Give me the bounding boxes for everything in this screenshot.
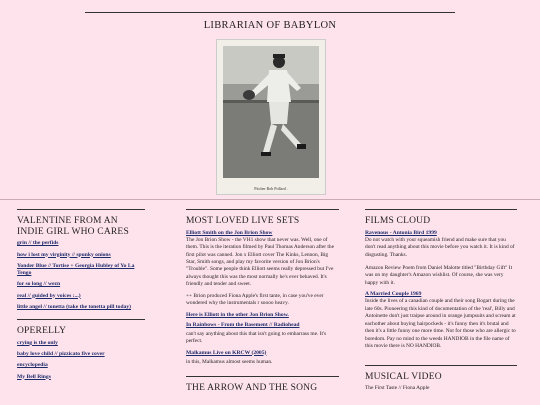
right-column xyxy=(365,209,517,397)
playlist-link[interactable]: crying is the only xyxy=(17,339,58,346)
post-title-link[interactable]: In Rainbows - From the Basement // Radiohead xyxy=(186,321,300,328)
post-body: The First Taste // Fiona Apple xyxy=(365,385,430,392)
section-title-operelly: OPERELLY xyxy=(17,326,67,337)
post-body: in this, Malkamus almost seems human. xyxy=(186,358,273,365)
section-rule xyxy=(17,209,145,210)
header-photo xyxy=(216,39,326,195)
post-title-link[interactable]: Here is Elliott in the other Jon Brion Show. xyxy=(186,311,289,318)
post-title-link[interactable]: Malkamus Live on KRCW (2005) xyxy=(186,349,267,356)
section-title-musical-video: MUSICAL VIDEO xyxy=(365,371,442,382)
playlist-link[interactable]: grin // the perfids xyxy=(17,240,59,247)
playlist-link[interactable]: how i lost my virginity // spunky onions xyxy=(17,251,111,258)
post-body: can't say anything about this that isn't going to embarrass me. It's perfect. xyxy=(186,330,327,345)
playlist-link[interactable]: real // guided by voices :...) xyxy=(17,292,81,299)
playlist-link[interactable]: for so long // wezn xyxy=(17,281,61,288)
playlist-link[interactable]: little angel // tonetta (take the tonetta pill today) xyxy=(17,303,132,310)
post-body: ++ Brion produced Fiona Apple's first tante, in case you've ever wondered why the instrumentals r soooo heavy. xyxy=(186,292,324,307)
section-divider xyxy=(0,199,540,200)
post-body: Amazon Review Poem from Daniel Malotte titled "Birthday Gift" It was on my daughter's Amazon wishlist. Of course, she was very happy with it. xyxy=(365,264,513,286)
section-rule xyxy=(186,376,339,377)
post-title-link[interactable]: Elliott Smith on the Jon Brion Show xyxy=(186,229,273,236)
section-title-arrow: THE ARROW AND THE SONG xyxy=(186,383,318,394)
left-column xyxy=(17,209,145,385)
playlist-link[interactable]: My Bell Rings xyxy=(17,373,51,380)
post-body: Inside the lives of a canadian couple and their song Bogart during the late 60s. Pioneering this kind of documentation of the 'real', Billy and Antoinette don't just traipse around in orange jumpsuits and scream at eachother about buying hairpockeds - it's funny then it's brutal and then it's a little funny one more time. Not for those who are allergic to boredom. Pay no mind to the weeds HANDIOB in the file name of this movie there is NO HANDIOB. xyxy=(365,298,516,350)
playlist-link[interactable]: encyclopedia xyxy=(17,362,48,369)
section-title-live-sets: MOST LOVED LIVE SETS xyxy=(186,216,300,226)
post-body: The Jon Brion Show - the VH1 show that never was. Well, one of them. This is the iteration filmed by Paul Thomas Anderson after the first pilot was canned. Jon x Elliott cover The Kinks, Lennon, Big Star, Smith songs, and play my favorite version of Jon Brion's "Trouble". Some people think Elliott seems really depressed but I've always thought this was the most normally he's ever behaved. It's friendly and tender and sweet. xyxy=(186,236,335,288)
post-title-link[interactable]: A Married Couple 1969 xyxy=(365,291,422,298)
section-rule xyxy=(365,209,517,210)
header-rule xyxy=(85,12,455,13)
baseball-pitcher-image xyxy=(217,40,325,194)
playlist-link[interactable]: Yonder Blue // Tortise + Georgia Hubley of Yo La Tengo xyxy=(17,262,135,277)
post-body: Do not watch with your squeamish friend and make sure that you don't read anything about this movie before you watch it. It is kind of disgusting. Thanks. xyxy=(365,236,515,258)
section-rule xyxy=(186,209,339,210)
section-rule xyxy=(365,365,517,366)
middle-column xyxy=(186,209,339,397)
section-rule xyxy=(17,319,145,320)
section-title-valentine: VALENTINE FROM AN INDIE GIRL WHO CARES xyxy=(17,216,129,237)
blog-title[interactable]: LIBRARIAN OF BABYLON xyxy=(203,20,337,31)
post-title-link[interactable]: Ravenous - Antonia Bird 1999 xyxy=(365,229,437,236)
playlist-link[interactable]: baby love child // pizzicato five cover xyxy=(17,351,105,357)
photo-caption: Pitcher Bob Pollard . xyxy=(254,186,288,191)
section-title-films: FILMS CLOUD xyxy=(365,216,431,226)
